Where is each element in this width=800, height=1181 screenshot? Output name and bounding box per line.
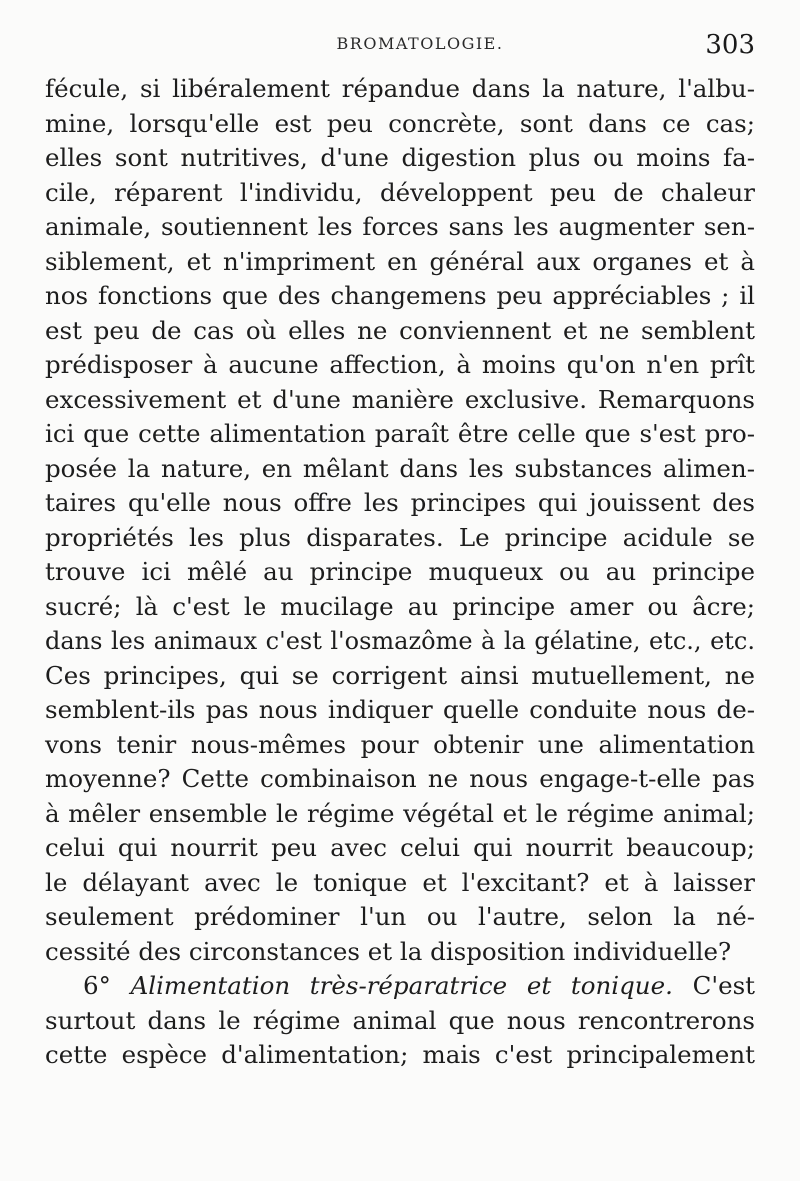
text-line: le délayant avec le tonique et l'excitant? et à laisser <box>45 867 755 897</box>
text-line: cile, réparent l'individu, développent peu de chaleur <box>45 177 755 207</box>
text-line: à mêler ensemble le régime végétal et le régime animal; <box>45 798 755 828</box>
text-line: cessité des circonstances et la disposition individuelle? <box>45 936 732 966</box>
text-line: moyenne? Cette combinaison ne nous engage-t-elle pas <box>45 764 755 793</box>
text-line: fécule, si libéralement répandue dans la nature, l'albu- <box>45 74 755 103</box>
text-line: posée la nature, en mêlant dans les substances alimen- <box>45 453 755 483</box>
text-line: mine, lorsqu'elle est peu concrète, sont dans ce cas; <box>45 108 755 138</box>
text-line: elles sont nutritives, d'une digestion plus ou moins fa- <box>45 143 755 172</box>
text-line: nos fonctions que des changemens peu appréciables ; il <box>45 281 755 310</box>
section-number: 6° <box>83 971 111 1000</box>
page-header <box>45 30 755 64</box>
text-line: siblement, et n'impriment en général aux organes et à <box>45 246 755 276</box>
section-title: Alimentation très-réparatrice et tonique. <box>130 971 673 1000</box>
text-line: ici que cette alimentation paraît être celle que s'est pro- <box>45 419 755 448</box>
body-text <box>45 72 755 1073</box>
page-number: 303 <box>705 30 755 60</box>
text-line: prédisposer à aucune affection, à moins qu'on n'en prît <box>45 350 755 379</box>
text-line: animale, soutiennent les forces sans les augmenter sen- <box>45 212 755 241</box>
text-line: surtout dans le régime animal que nous rencontrerons <box>45 1005 755 1035</box>
text-line: est peu de cas où elles ne conviennent et ne semblent <box>45 315 755 345</box>
section-lead-text: C'est <box>692 971 755 1000</box>
text-line: excessivement et d'une manière exclusive. Remarquons <box>45 384 755 414</box>
text-line: propriétés les plus disparates. Le principe acidule se <box>45 522 755 552</box>
text-line: celui qui nourrit peu avec celui qui nourrit beaucoup; <box>45 833 755 862</box>
text-line: cette espèce d'alimentation; mais c'est principalement <box>45 1040 755 1069</box>
text-line: semblent-ils pas nous indiquer quelle conduite nous de- <box>45 695 755 724</box>
text-line: trouve ici mêlé au principe muqueux ou au principe <box>45 557 755 586</box>
text-line: taires qu'elle nous offre les principes qui jouissent des <box>45 488 755 517</box>
text-line: vons tenir nous-mêmes pour obtenir une alimentation <box>45 729 755 759</box>
running-head: BROMATOLOGIE. <box>336 34 504 53</box>
text-line: dans les animaux c'est l'osmazôme à la gélatine, etc., etc. <box>45 627 755 655</box>
text-line: Ces principes, qui se corrigent ainsi mutuellement, ne <box>45 660 755 690</box>
text-line: sucré; là c'est le mucilage au principe amer ou âcre; <box>45 591 755 621</box>
section-heading-line <box>45 969 755 1004</box>
text-line: seulement prédominer l'un ou l'autre, selon la né- <box>45 902 755 931</box>
